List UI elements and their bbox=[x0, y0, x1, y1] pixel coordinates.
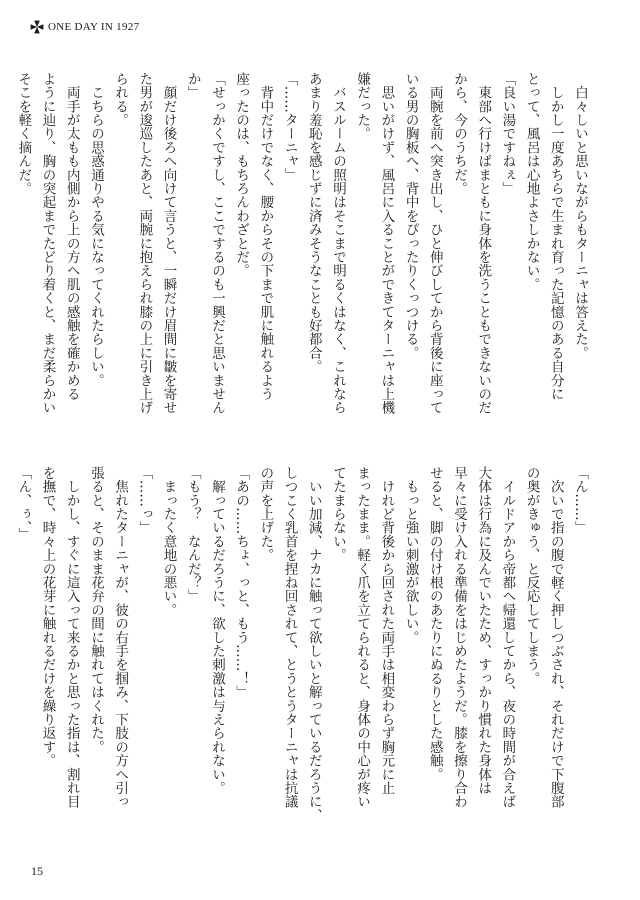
text-line: 「……っ」 bbox=[136, 466, 153, 535]
text-line: か」 bbox=[184, 72, 201, 100]
text-line: 嫌だった。 bbox=[354, 72, 371, 141]
text-line: 顔だけ後ろへ向けて言うと、一瞬だけ眉間に皺を寄せ bbox=[160, 72, 177, 415]
text-line: られる。 bbox=[112, 72, 129, 127]
text-line: しかし、すぐに這入って来るかと思った指は、割れ目 bbox=[63, 466, 80, 809]
text-line: 両手が太もも内側から上の方へ肌の感触を確かめる bbox=[63, 72, 80, 401]
text-line: 大体は行為に及んでいたため、すっかり慣れた身体は bbox=[475, 466, 492, 795]
text-line: 白々しいと思いながらもターニャは答えた。 bbox=[572, 72, 588, 360]
bottom-text-column bbox=[11, 466, 592, 836]
text-line: てたまらない。 bbox=[329, 466, 346, 562]
text-line: を撫で、時々上の花芽に触れるだけを繰り返す。 bbox=[39, 466, 56, 768]
text-line: あまり羞恥を感じずに済みそうなことも好都合。 bbox=[305, 72, 322, 374]
text-line: イルドアから帝都へ帰還してから、夜の時間が合えば bbox=[499, 466, 516, 809]
text-line: まったまま。軽く爪を立てられると、身体の中心が疼い bbox=[354, 466, 371, 809]
page-number: 15 bbox=[31, 864, 43, 878]
text-line: た男が逡巡したあと、両腕に抱えられ膝の上に引き上げ bbox=[136, 72, 153, 415]
text-line: いる男の胸板へ、背中をぴったりくっつける。 bbox=[402, 72, 419, 360]
text-line: 座ったのは、もちろんわざとだ。 bbox=[233, 72, 250, 278]
top-text-column bbox=[11, 72, 592, 442]
text-line: 「ん……」 bbox=[572, 466, 588, 535]
text-line: 「ん、ぅ、」 bbox=[15, 466, 32, 542]
text-line: とって、風呂は心地よさしかない。 bbox=[523, 72, 540, 292]
text-line: 「せっかくですし、ここでするのも一興だと思いません bbox=[208, 72, 225, 415]
text-line: まったく意地の悪い。 bbox=[160, 466, 177, 617]
text-line: 背中だけでなく、腰からその下まで肌に触れるよう bbox=[257, 72, 274, 401]
text-line: しかし一度あちらで生まれ育った記憶のある自分に bbox=[547, 72, 564, 401]
text-line: 張ると、そのまま花弁の間に触れてはくれた。 bbox=[87, 466, 104, 754]
text-line: もっと強い刺激が欲しい。 bbox=[402, 466, 419, 645]
text-line: 「……ターニャ」 bbox=[281, 72, 298, 182]
text-line: いい加減、ナカに触って欲しいと解っているだろうに、 bbox=[305, 466, 322, 823]
text-line: せると、脚の付け根のあたりにぬるりとした感触。 bbox=[426, 466, 443, 782]
text-line: 「あの……ちょ、っと、もう……！」 bbox=[233, 466, 250, 699]
text-line: 「もう？ なんだ？」 bbox=[184, 466, 201, 603]
text-line: 「良い湯ですねぇ」 bbox=[499, 72, 516, 196]
text-line: 東部へ行けばまともに身体を洗うこともできないのだ bbox=[475, 72, 492, 415]
text-line: 次いで指の腹で軽く押しつぶされ、それだけで下腹部 bbox=[547, 466, 564, 809]
text-line: バスルームの照明はそこまで明るくはなく、これなら bbox=[329, 72, 346, 415]
cross-pattee-icon bbox=[30, 20, 44, 34]
text-line: そこを軽く摘んだ。 bbox=[15, 72, 32, 196]
header-title: ONE DAY IN 1927 bbox=[48, 21, 140, 33]
text-line: 両腕を前へ突き出し、ひと伸びしてから背後に座って bbox=[426, 72, 443, 415]
text-line: の声を上げた。 bbox=[257, 466, 274, 562]
text-line: 思いがけず、風呂に入ることができてターニャは上機 bbox=[378, 72, 395, 415]
text-line: しつこく乳首を捏ね回されて、とうとうターニャは抗議 bbox=[281, 466, 298, 809]
text-line: から、今のうちだ。 bbox=[450, 72, 467, 196]
text-line: 解っているだろうに、欲した刺激は与えられない。 bbox=[208, 466, 225, 795]
text-line: ように辿り、胸の突起までたどり着くと、まだ柔らかい bbox=[39, 72, 56, 415]
text-line: けれど背後から回された両手は相変わらず胸元に止 bbox=[378, 466, 395, 795]
text-line: の奥がきゅう、と反応してしまう。 bbox=[523, 466, 540, 686]
text-line: 早々に受け入れる準備をはじめたようだ。膝を擦り合わ bbox=[450, 466, 467, 809]
text-line: 焦れたターニャが、彼の右手を掴み、下肢の方へ引っ bbox=[112, 466, 129, 809]
text-line: こちらの思惑通りやる気になってくれたらしい。 bbox=[87, 72, 104, 388]
running-header bbox=[30, 20, 139, 34]
